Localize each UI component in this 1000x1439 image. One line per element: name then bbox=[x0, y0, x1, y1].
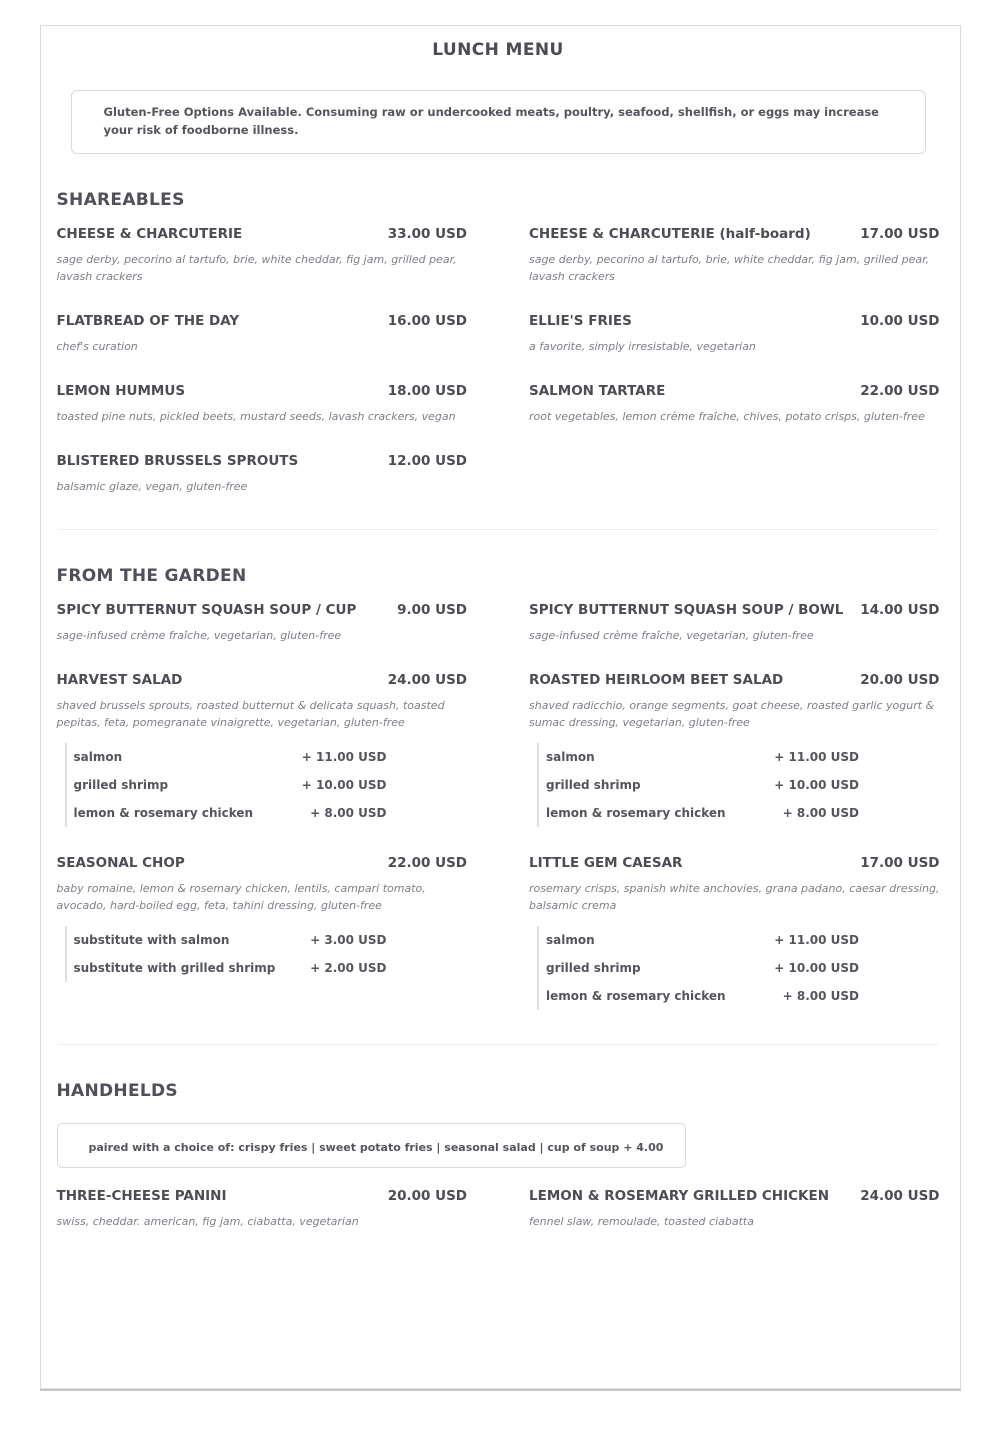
addon-label: salmon bbox=[546, 750, 595, 765]
item-description: sage-infused crème fraîche, vegetarian, gluten-free bbox=[56, 629, 342, 643]
item-price: 10.00 USD bbox=[860, 312, 940, 329]
addon-price: + 11.00 USD bbox=[774, 933, 859, 948]
section-title: SHAREABLES bbox=[56, 189, 185, 210]
addon-label: lemon & rosemary chicken bbox=[546, 806, 726, 821]
menu-item bbox=[529, 602, 940, 644]
addon-price: + 8.00 USD bbox=[782, 806, 859, 821]
section-handhelds bbox=[57, 1081, 940, 1258]
item-name: CHEESE & CHARCUTERIE (half-board) bbox=[529, 225, 811, 242]
item-price: 33.00 USD bbox=[387, 225, 467, 242]
addon-price: + 2.00 USD bbox=[310, 961, 387, 976]
page-title: LUNCH MENU bbox=[432, 40, 564, 60]
addon-row bbox=[74, 799, 387, 827]
addon-row bbox=[546, 954, 859, 982]
item-name: CHEESE & CHARCUTERIE bbox=[56, 225, 243, 242]
item-price: 17.00 USD bbox=[860, 225, 940, 242]
addon-label: substitute with grilled shrimp bbox=[73, 961, 276, 976]
item-name: FLATBREAD OF THE DAY bbox=[56, 312, 240, 329]
addon-label: substitute with salmon bbox=[73, 933, 230, 948]
addon-price: + 10.00 USD bbox=[301, 778, 387, 793]
item-description: toasted pine nuts, pickled beets, mustard seeds, lavash crackers, vegan bbox=[56, 409, 456, 423]
item-price: 20.00 USD bbox=[860, 672, 940, 689]
addon-price: + 8.00 USD bbox=[782, 989, 859, 1004]
menu-item bbox=[529, 672, 940, 827]
menu-item bbox=[57, 855, 468, 982]
item-addons bbox=[537, 926, 859, 1010]
item-name: THREE-CHEESE PANINI bbox=[56, 1188, 227, 1205]
addon-label: grilled shrimp bbox=[73, 778, 169, 793]
item-description: shaved brussels sprouts, roasted butternut & delicata squash, toasted pepitas, feta, pomegranate vinaigrette, vegetarian, gluten-free bbox=[56, 699, 445, 730]
addon-price: + 8.00 USD bbox=[310, 806, 387, 821]
item-description: chef's curation bbox=[56, 339, 138, 353]
section-divider bbox=[59, 1044, 938, 1045]
addon-label: salmon bbox=[73, 750, 123, 765]
menu-item bbox=[57, 383, 468, 425]
menu-item bbox=[57, 672, 468, 827]
notice-box bbox=[71, 90, 926, 154]
item-addons bbox=[537, 743, 859, 827]
item-name: LITTLE GEM CAESAR bbox=[529, 855, 683, 872]
item-description: rosemary crisps, spanish white anchovies, grana padano, caesar dressing, balsamic crema bbox=[529, 882, 940, 913]
item-price: 18.00 USD bbox=[387, 382, 467, 399]
addon-row bbox=[74, 926, 387, 954]
menu-item bbox=[57, 313, 468, 355]
item-price: 20.00 USD bbox=[387, 1188, 467, 1205]
item-description: root vegetables, lemon crème fraîche, chives, potato crisps, gluten-free bbox=[529, 409, 925, 423]
item-addons bbox=[65, 743, 387, 827]
item-name: ELLIE'S FRIES bbox=[529, 312, 632, 329]
item-description: swiss, cheddar. american, fig jam, ciabatta, vegetarian bbox=[56, 1215, 359, 1229]
menu-grid bbox=[57, 1188, 940, 1258]
item-head bbox=[529, 1188, 940, 1204]
addon-label: lemon & rosemary chicken bbox=[546, 989, 726, 1004]
addon-row bbox=[74, 771, 387, 799]
addon-price: + 10.00 USD bbox=[774, 778, 859, 793]
item-description: sage derby, pecorino al tartufo, brie, white cheddar, fig jam, grilled pear, lavash crackers bbox=[529, 252, 930, 283]
menu-item bbox=[57, 602, 468, 644]
item-head bbox=[57, 1188, 468, 1204]
item-description: balsamic glaze, vegan, gluten-free bbox=[56, 479, 248, 493]
item-price: 22.00 USD bbox=[860, 382, 940, 399]
addon-price: + 3.00 USD bbox=[310, 933, 387, 948]
item-head bbox=[57, 383, 468, 399]
menu-item bbox=[57, 1188, 468, 1230]
addon-label: grilled shrimp bbox=[546, 778, 641, 793]
item-description: baby romaine, lemon & rosemary chicken, lentils, campari tomato, avocado, hard-boiled egg, feta, tahini dressing, gluten-free bbox=[56, 882, 426, 913]
item-head bbox=[529, 672, 940, 688]
menu-item bbox=[529, 383, 940, 425]
item-head bbox=[529, 383, 940, 399]
item-name: SEASONAL CHOP bbox=[56, 855, 185, 872]
item-name: LEMON HUMMUS bbox=[56, 382, 186, 399]
item-name: SPICY BUTTERNUT SQUASH SOUP / CUP bbox=[56, 602, 357, 619]
addon-row bbox=[546, 982, 859, 1010]
item-price: 24.00 USD bbox=[387, 672, 467, 689]
section-title: HANDHELDS bbox=[56, 1081, 178, 1102]
addon-row bbox=[546, 743, 859, 771]
section-shareables bbox=[57, 190, 940, 523]
item-description: sage derby, pecorino al tartufo, brie, white cheddar, fig jam, grilled pear, lavash crackers bbox=[56, 252, 457, 283]
item-price: 14.00 USD bbox=[860, 602, 940, 619]
item-name: SPICY BUTTERNUT SQUASH SOUP / BOWL bbox=[529, 602, 844, 619]
item-head bbox=[529, 855, 940, 871]
menu-item bbox=[529, 313, 940, 355]
menu-page bbox=[40, 25, 961, 1389]
item-head bbox=[529, 313, 940, 329]
item-head bbox=[57, 226, 468, 242]
item-price: 24.00 USD bbox=[860, 1188, 940, 1205]
item-price: 9.00 USD bbox=[397, 602, 467, 619]
pairing-note-text: paired with a choice of: crispy fries | sweet potato fries | seasonal salad | cup of soup + 4.00 bbox=[88, 1141, 664, 1155]
item-description: sage-infused crème fraîche, vegetarian, gluten-free bbox=[529, 629, 814, 643]
addon-price: + 10.00 USD bbox=[774, 961, 859, 976]
item-head bbox=[57, 855, 468, 871]
item-price: 22.00 USD bbox=[387, 855, 467, 872]
item-addons bbox=[65, 926, 387, 982]
item-head bbox=[57, 672, 468, 688]
item-description: shaved radicchio, orange segments, goat cheese, roasted garlic yogurt & sumac dressing, vegetarian, gluten-free bbox=[529, 699, 935, 730]
addon-price: + 11.00 USD bbox=[774, 750, 859, 765]
menu-item bbox=[529, 1188, 940, 1230]
addon-row bbox=[546, 771, 859, 799]
item-price: 17.00 USD bbox=[860, 855, 940, 872]
item-description: a favorite, simply irresistable, vegetarian bbox=[529, 339, 756, 353]
pairing-note-box bbox=[57, 1123, 687, 1168]
item-description: fennel slaw, remoulade, toasted ciabatta bbox=[529, 1215, 754, 1229]
item-head bbox=[529, 226, 940, 242]
item-head bbox=[57, 313, 468, 329]
item-head bbox=[57, 453, 468, 469]
addon-label: lemon & rosemary chicken bbox=[73, 806, 254, 821]
section-title: FROM THE GARDEN bbox=[56, 566, 247, 587]
menu-grid bbox=[57, 226, 940, 523]
item-name: HARVEST SALAD bbox=[56, 672, 183, 689]
menu-item bbox=[529, 226, 940, 285]
item-name: ROASTED HEIRLOOM BEET SALAD bbox=[529, 672, 784, 689]
item-name: SALMON TARTARE bbox=[529, 382, 666, 399]
item-head bbox=[529, 602, 940, 618]
notice-text: Gluten-Free Options Available. Consuming raw or undercooked meats, poultry, seafood, shellfish, or eggs may increase your risk of foodborne illness. bbox=[103, 105, 879, 138]
item-price: 12.00 USD bbox=[387, 452, 467, 469]
menu-grid bbox=[57, 602, 940, 1038]
item-name: BLISTERED BRUSSELS SPROUTS bbox=[56, 452, 299, 469]
addon-price: + 11.00 USD bbox=[301, 750, 387, 765]
section-from-the-garden bbox=[57, 566, 940, 1038]
addon-row bbox=[546, 926, 859, 954]
addon-row bbox=[546, 799, 859, 827]
addon-label: grilled shrimp bbox=[546, 961, 641, 976]
addon-label: salmon bbox=[546, 933, 595, 948]
addon-row bbox=[74, 954, 387, 982]
section-divider bbox=[59, 529, 938, 530]
item-price: 16.00 USD bbox=[387, 312, 467, 329]
addon-row bbox=[74, 743, 387, 771]
menu-item bbox=[57, 226, 468, 285]
menu-item bbox=[529, 855, 940, 1010]
menu-item bbox=[57, 453, 468, 495]
item-name: LEMON & ROSEMARY GRILLED CHICKEN bbox=[529, 1188, 829, 1205]
item-head bbox=[57, 602, 468, 618]
